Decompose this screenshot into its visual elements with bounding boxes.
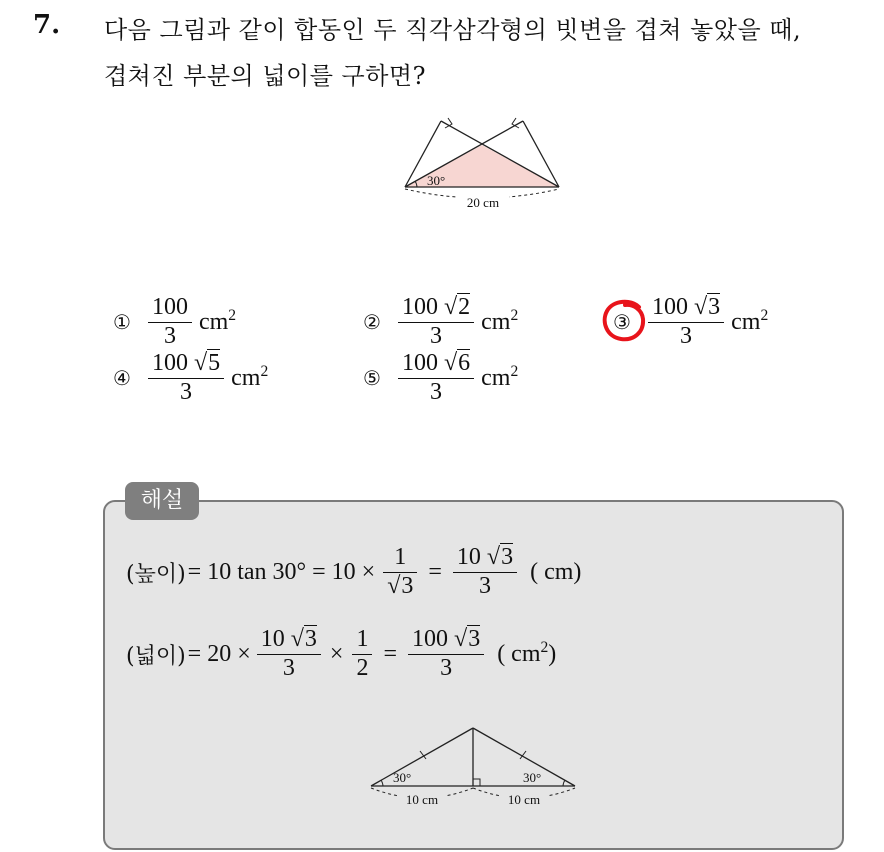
choice-2-mark: ②: [363, 310, 381, 335]
solution-length-label-left: 10 cm: [405, 792, 439, 807]
choice-4-numerator: 100 √5: [151, 350, 221, 376]
choice-2-fraction: [398, 294, 474, 350]
angle-label: 30°: [427, 173, 446, 188]
solution-length-label-right: 10 cm: [507, 792, 541, 807]
choice-3-denominator: 3: [648, 322, 724, 351]
choice-3-fraction: [648, 294, 724, 350]
height-fraction-1: $\frac{1}{√3}$: [383, 544, 417, 600]
choice-5-unit: $cm^2$: [481, 362, 519, 391]
choice-4[interactable]: [113, 350, 268, 406]
question-text-line1: 다음 그림과 같이 합동인 두 직각삼각형의 빗변을 겹쳐 놓았을 때,: [104, 16, 802, 44]
choice-1-numerator: 100: [151, 294, 188, 320]
choice-2-denominator: 3: [398, 322, 474, 351]
area-fraction-1: $\frac{10 √3}{3}$: [257, 626, 321, 682]
solution-line-area: [126, 626, 556, 682]
area-fraction-3: $\frac{100 √3}{3}$: [408, 626, 484, 682]
height-label: (높이): [126, 561, 186, 587]
choice-4-mark: ④: [113, 366, 131, 391]
choice-5-numerator: 100 √6: [401, 350, 471, 376]
solution-line-height: [126, 544, 581, 600]
choice-3-mark: ③: [613, 310, 631, 335]
choice-4-unit: $cm^2$: [231, 362, 269, 391]
choice-2-unit: $cm^2$: [481, 306, 519, 335]
choice-5-mark: ⑤: [363, 366, 381, 391]
height-expression: = 10 tan 30° = 10 ×: [187, 558, 376, 585]
choice-1-unit: $cm^2$: [198, 306, 237, 335]
choice-5-fraction: [398, 350, 474, 406]
choice-1-mark: ①: [113, 310, 131, 335]
area-unit: ( $cm^2$): [497, 638, 557, 667]
choice-2[interactable]: [363, 294, 518, 350]
height-fraction-2: $\frac{10 √3}{3}$: [453, 544, 517, 600]
choice-4-fraction: [148, 350, 224, 406]
height-unit: ( cm): [530, 558, 582, 585]
solution-angle-label-right: 30°: [523, 770, 542, 785]
question-figure: [395, 115, 575, 215]
choice-4-denominator: 3: [148, 378, 224, 407]
area-times: ×: [329, 640, 344, 667]
choice-1-denominator: 3: [148, 322, 192, 351]
selected-answer-circle: [601, 297, 649, 345]
solution-angle-arc-left: [381, 780, 383, 786]
choice-2-numerator: 100 √2: [401, 294, 471, 320]
solution-angle-arc-right: [563, 780, 565, 786]
choice-1[interactable]: [113, 294, 236, 350]
choice-5[interactable]: [363, 350, 518, 406]
height-equals: =: [428, 558, 442, 585]
solution-angle-label-left: 30°: [393, 770, 412, 785]
question-number: 7.: [33, 10, 61, 40]
solution-figure: [365, 722, 585, 822]
question-text-line2: 겹쳐진 부분의 넓이를 구하면?: [104, 62, 426, 90]
solution-tag: 해설: [125, 482, 199, 520]
solution-triangle-left-side: [371, 728, 473, 786]
choice-5-denominator: 3: [398, 378, 474, 407]
choice-1-fraction: [148, 294, 192, 350]
length-label: 20 cm: [466, 195, 500, 210]
area-fraction-2: $\frac{1}{2}$: [352, 626, 372, 682]
area-label: (넓이): [126, 643, 186, 669]
choice-3-unit: $cm^2$: [731, 306, 769, 335]
choice-3-numerator: 100 √3: [651, 294, 721, 320]
area-expression: = 20 ×: [187, 640, 251, 667]
area-equals: =: [383, 640, 398, 667]
solution-right-angle-mark: [473, 779, 480, 786]
